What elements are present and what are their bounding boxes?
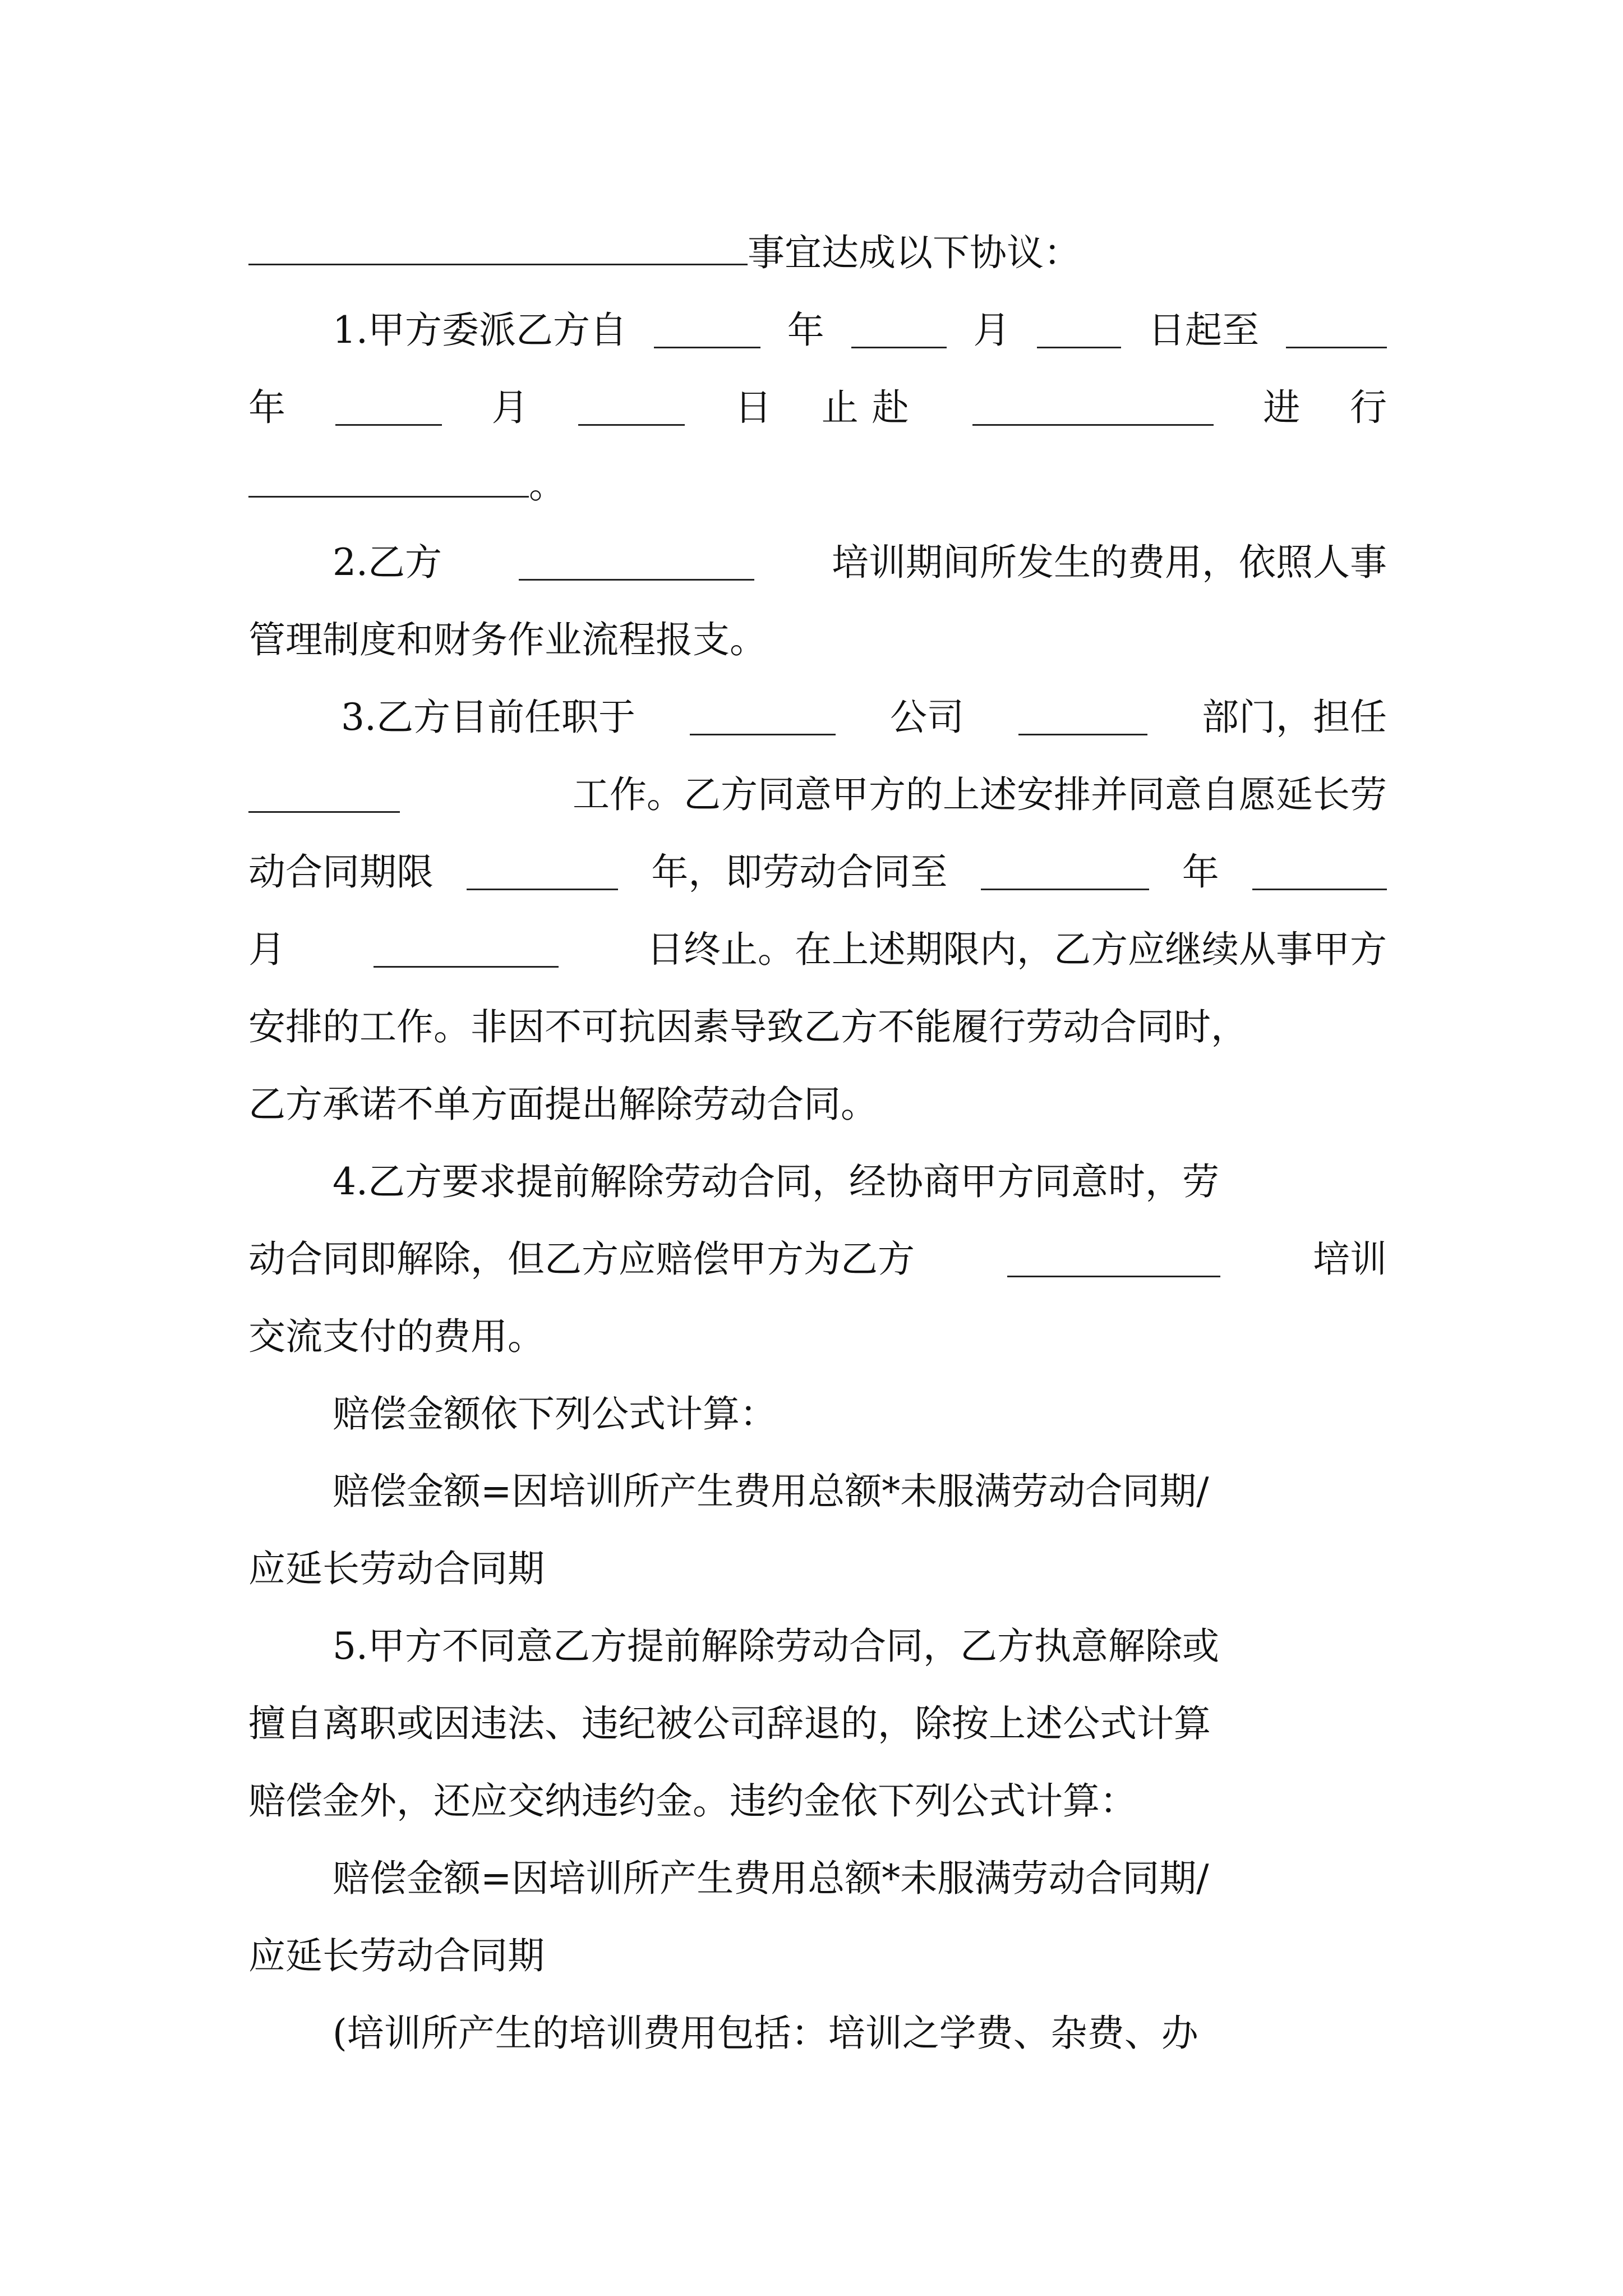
text: 管理制度和财务作业流程报支。 (248, 618, 767, 661)
text: 公司 (889, 696, 964, 739)
text: 擅自离职或因违法、违纪被公司辞退的，除按上述公式计算 (248, 1702, 1211, 1745)
blank-field[interactable] (1252, 855, 1387, 890)
text: 日终止。在上述期限内，乙方应继续从事甲方 (647, 928, 1387, 971)
text: 事宜达成以下协议： (748, 231, 1081, 274)
text: 止赴 (821, 386, 923, 429)
text: 年 (248, 386, 285, 429)
blank-field[interactable] (1018, 700, 1147, 735)
line-18 (248, 1530, 1387, 1608)
line-10 (248, 911, 1387, 988)
line-11 (248, 988, 1387, 1066)
line-16 (248, 1375, 1387, 1453)
text: 年 (787, 309, 824, 352)
text: 应延长劳动合同期 (248, 1547, 545, 1590)
line-24 (248, 1995, 1387, 2072)
line-13 (248, 1143, 1387, 1221)
line-17 (248, 1453, 1387, 1530)
line-19 (248, 1608, 1387, 1685)
blank-field[interactable] (1286, 313, 1387, 348)
text: 月 (973, 309, 1011, 352)
blank-field[interactable] (578, 390, 685, 426)
text: 动合同期限 (248, 850, 434, 894)
text: 年 (1182, 850, 1219, 894)
line-2 (248, 292, 1387, 369)
text: 月 (248, 928, 285, 971)
line-5 (248, 524, 1387, 601)
blank-field[interactable] (851, 313, 947, 348)
text: 行 (1350, 386, 1387, 429)
text: 日 (735, 386, 772, 429)
line-12 (248, 1066, 1387, 1143)
line-1 (248, 214, 1387, 292)
blank-field[interactable] (467, 855, 618, 890)
text: 年，即劳动合同至 (651, 850, 948, 894)
text: 。 (529, 463, 566, 507)
text: 3.乙方目前任职于 (341, 696, 635, 739)
text: 乙方承诺不单方面提出解除劳动合同。 (248, 1083, 878, 1126)
line-23 (248, 1917, 1387, 1995)
text: 4.乙方要求提前解除劳动合同，经协商甲方同意时，劳 (333, 1160, 1219, 1203)
blank-field[interactable] (248, 230, 748, 265)
blank-field[interactable] (248, 462, 529, 498)
line-22 (248, 1840, 1387, 1917)
blank-field[interactable] (690, 700, 836, 735)
text: 安排的工作。非因不可抗因素导致乙方不能履行劳动合同时， (248, 1005, 1248, 1048)
text: 部门，担任 (1201, 696, 1387, 739)
text: 1.甲方委派乙方自 (333, 309, 627, 352)
text: 赔偿金额依下列公式计算： (333, 1392, 777, 1435)
text: 赔偿金外，还应交纳违约金。违约金依下列公式计算： (248, 1779, 1137, 1823)
text: 工作。乙方同意甲方的上述安排并同意自愿延长劳 (573, 773, 1387, 816)
blank-field[interactable] (972, 390, 1214, 426)
text: 培训期间所发生的费用，依照人事 (831, 541, 1387, 584)
line-20 (248, 1685, 1387, 1763)
text: 动合同即解除，但乙方应赔偿甲方为乙方 (248, 1237, 915, 1281)
text: 交流支付的费用。 (248, 1315, 545, 1358)
blank-field[interactable] (374, 932, 559, 968)
agreement-body (248, 214, 1387, 2072)
line-15 (248, 1298, 1387, 1375)
blank-field[interactable] (654, 313, 760, 348)
line-7 (248, 679, 1387, 756)
text: 赔偿金额=因培训所产生费用总额*未服满劳动合同期/ (333, 1470, 1209, 1513)
text: 应延长劳动合同期 (248, 1934, 545, 1977)
text: 月 (491, 386, 529, 429)
blank-field[interactable] (519, 545, 754, 581)
text: 赔偿金额=因培训所产生费用总额*未服满劳动合同期/ (333, 1857, 1209, 1900)
text: 日起至 (1148, 309, 1260, 352)
line-14 (248, 1221, 1387, 1298)
text: 5.甲方不同意乙方提前解除劳动合同，乙方执意解除或 (333, 1625, 1219, 1668)
blank-field[interactable] (981, 855, 1149, 890)
blank-field[interactable] (335, 390, 442, 426)
line-8 (248, 756, 1387, 834)
text: (培训所产生的培训费用包括：培训之学费、杂费、办 (333, 2012, 1198, 2055)
blank-field[interactable] (1007, 1242, 1220, 1277)
line-6 (248, 601, 1387, 679)
blank-field[interactable] (248, 777, 400, 813)
line-9 (248, 834, 1387, 911)
blank-field[interactable] (1037, 313, 1121, 348)
text: 培训 (1313, 1237, 1387, 1281)
line-4 (248, 447, 1387, 524)
line-3 (248, 369, 1387, 447)
text: 2.乙方 (333, 541, 442, 584)
line-21 (248, 1763, 1387, 1840)
text: 进 (1263, 386, 1301, 429)
